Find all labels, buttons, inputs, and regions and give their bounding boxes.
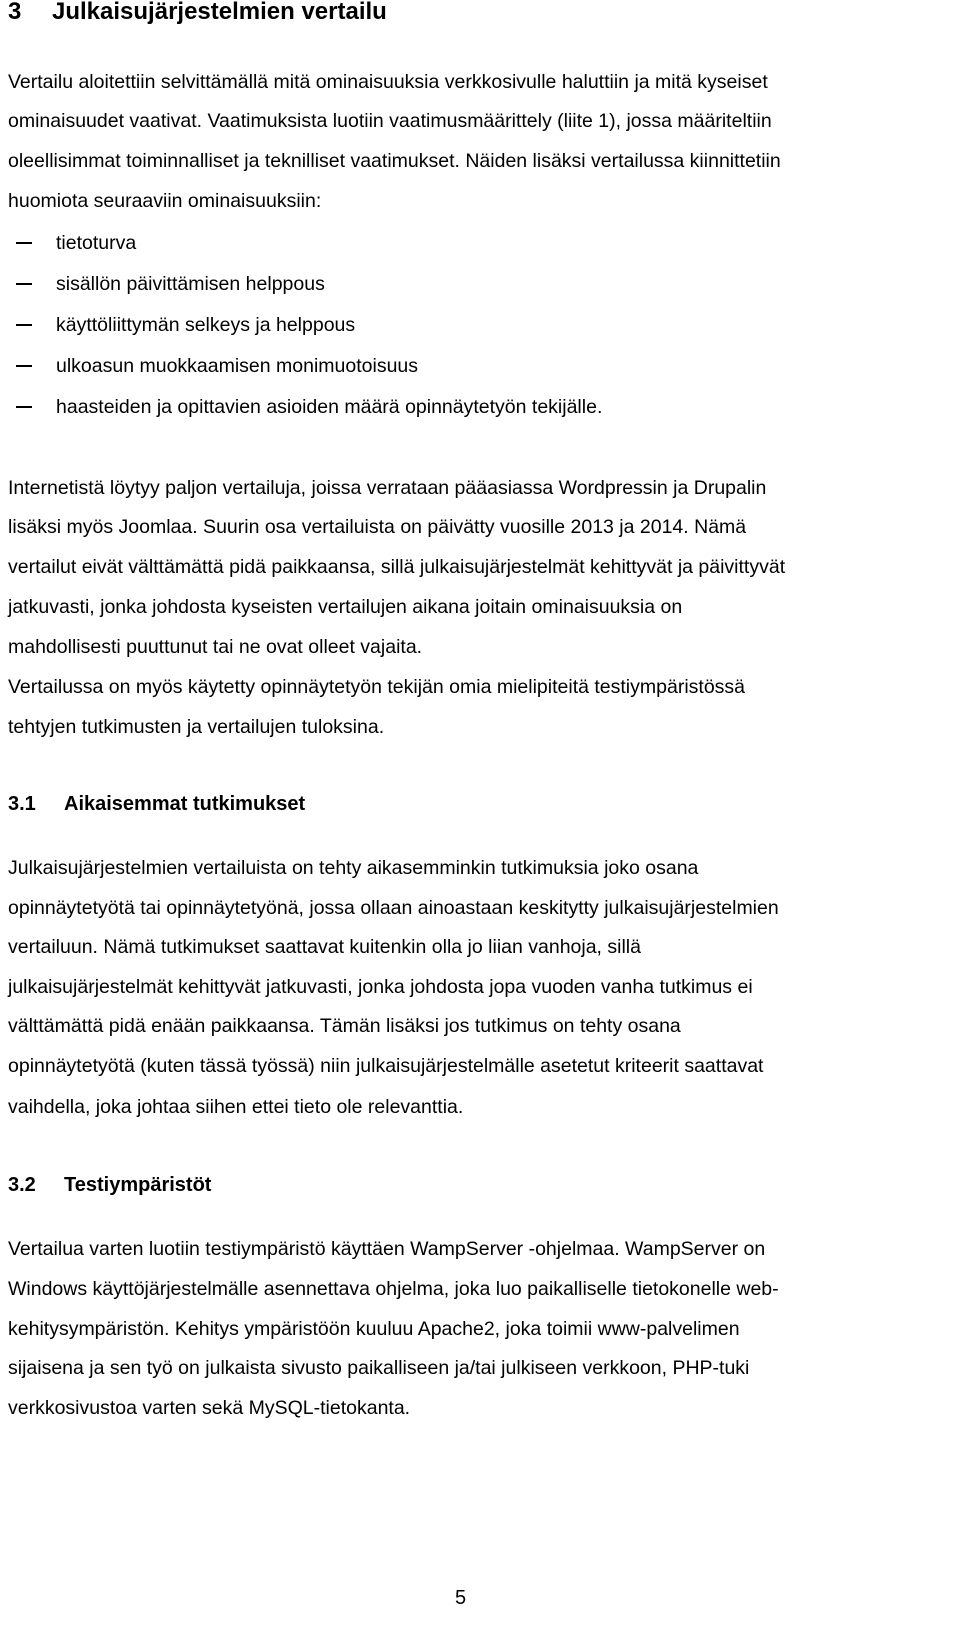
dash-bullet-icon <box>16 365 32 367</box>
section-number: 3.1 <box>8 793 36 815</box>
chapter-number: 3 <box>8 0 22 25</box>
body-line: välttämättä pidä enään paikkaansa. Tämän lisäksi jos tutkimus on tehty osana <box>8 1015 681 1037</box>
list-item <box>16 310 355 340</box>
section-heading <box>8 789 305 819</box>
chapter-title: Julkaisujärjestelmien vertailu <box>52 0 387 25</box>
body-line: jatkuvasti, jonka johdosta kyseisten vertailujen aikana joitain ominaisuuksia on <box>8 596 683 618</box>
dash-bullet-icon <box>16 406 32 408</box>
dash-bullet-icon <box>16 242 32 244</box>
intro-line: ominaisuudet vaativat. Vaatimuksista luotiin vaatimusmäärittely (liite 1), jossa määriteltiin <box>8 110 772 132</box>
dash-bullet-icon <box>16 283 32 285</box>
body-line: opinnäytetyötä (kuten tässä työssä) niin julkaisujärjestelmälle asetetut kriteerit saattavat <box>8 1055 764 1077</box>
chapter-heading <box>8 0 387 30</box>
intro-line: Vertailu aloitettiin selvittämällä mitä ominaisuuksia verkkosivulle haluttiin ja mitä kyseiset <box>8 71 768 93</box>
body-line: kehitysympäristön. Kehitys ympäristöön kuuluu Apache2, joka toimii www-palvelimen <box>8 1318 740 1340</box>
intro-line: oleellisimmat toiminnalliset ja teknilliset vaatimukset. Näiden lisäksi vertailussa kiinnittetiin <box>8 150 781 172</box>
list-item-text: haasteiden ja opittavien asioiden määrä opinnäytetyön tekijälle. <box>56 396 603 418</box>
section-title: Testiympäristöt <box>64 1174 212 1196</box>
list-item <box>16 351 418 381</box>
list-item-text: käyttöliittymän selkeys ja helppous <box>56 314 356 336</box>
intro-line: huomiota seuraaviin ominaisuuksiin: <box>8 190 322 212</box>
body-line: tehtyjen tutkimusten ja vertailujen tuloksina. <box>8 716 385 738</box>
page-number: 5 <box>455 1587 467 1609</box>
body-line: Vertailua varten luotiin testiympäristö käyttäen WampServer -ohjelmaa. WampServer on <box>8 1238 766 1260</box>
section-number: 3.2 <box>8 1174 36 1196</box>
dash-bullet-icon <box>16 324 32 326</box>
body-line: lisäksi myös Joomlaa. Suurin osa vertailuista on päivätty vuosille 2013 ja 2014. Nämä <box>8 516 747 538</box>
list-item <box>16 269 325 299</box>
body-line: vaihdella, joka johtaa siihen ettei tieto ole relevanttia. <box>8 1096 464 1118</box>
list-item-text: sisällön päivittämisen helppous <box>56 273 325 295</box>
body-line: Vertailussa on myös käytetty opinnäytetyön tekijän omia mielipiteitä testiympäristössä <box>8 676 746 698</box>
list-item <box>16 228 136 258</box>
body-line: verkkosivustoa varten sekä MySQL-tietokanta. <box>8 1397 411 1419</box>
body-line: vertailuun. Nämä tutkimukset saattavat kuitenkin olla jo liian vanhoja, sillä <box>8 936 641 958</box>
body-line: mahdollisesti puuttunut tai ne ovat olleet vajaita. <box>8 636 423 658</box>
list-item <box>16 392 602 422</box>
body-line: Windows käyttöjärjestelmälle asennettava ohjelma, joka luo paikalliselle tietokonelle web- <box>8 1278 779 1300</box>
body-line: Internetistä löytyy paljon vertailuja, joissa verrataan pääasiassa Wordpressin ja Drupalin <box>8 477 767 499</box>
body-line: julkaisujärjestelmät kehittyvät jatkuvasti, jonka johdosta jopa vuoden vanha tutkimus ei <box>8 976 753 998</box>
body-line: sijaisena ja sen työ on julkaista sivusto paikalliseen ja/tai julkiseen verkkoon, PHP-tuki <box>8 1357 750 1379</box>
body-line: Julkaisujärjestelmien vertailuista on tehty aikasemminkin tutkimuksia joko osana <box>8 857 699 879</box>
section-title: Aikaisemmat tutkimukset <box>64 793 306 815</box>
body-line: opinnäytetyötä tai opinnäytetyönä, jossa ollaan ainoastaan keskitytty julkaisujärjestelmien <box>8 897 779 919</box>
list-item-text: tietoturva <box>56 232 137 254</box>
list-item-text: ulkoasun muokkaamisen monimuotoisuus <box>56 355 419 377</box>
body-line: vertailut eivät välttämättä pidä paikkaansa, sillä julkaisujärjestelmät kehittyvät ja päivittyvät <box>8 556 786 578</box>
section-heading <box>8 1170 211 1200</box>
